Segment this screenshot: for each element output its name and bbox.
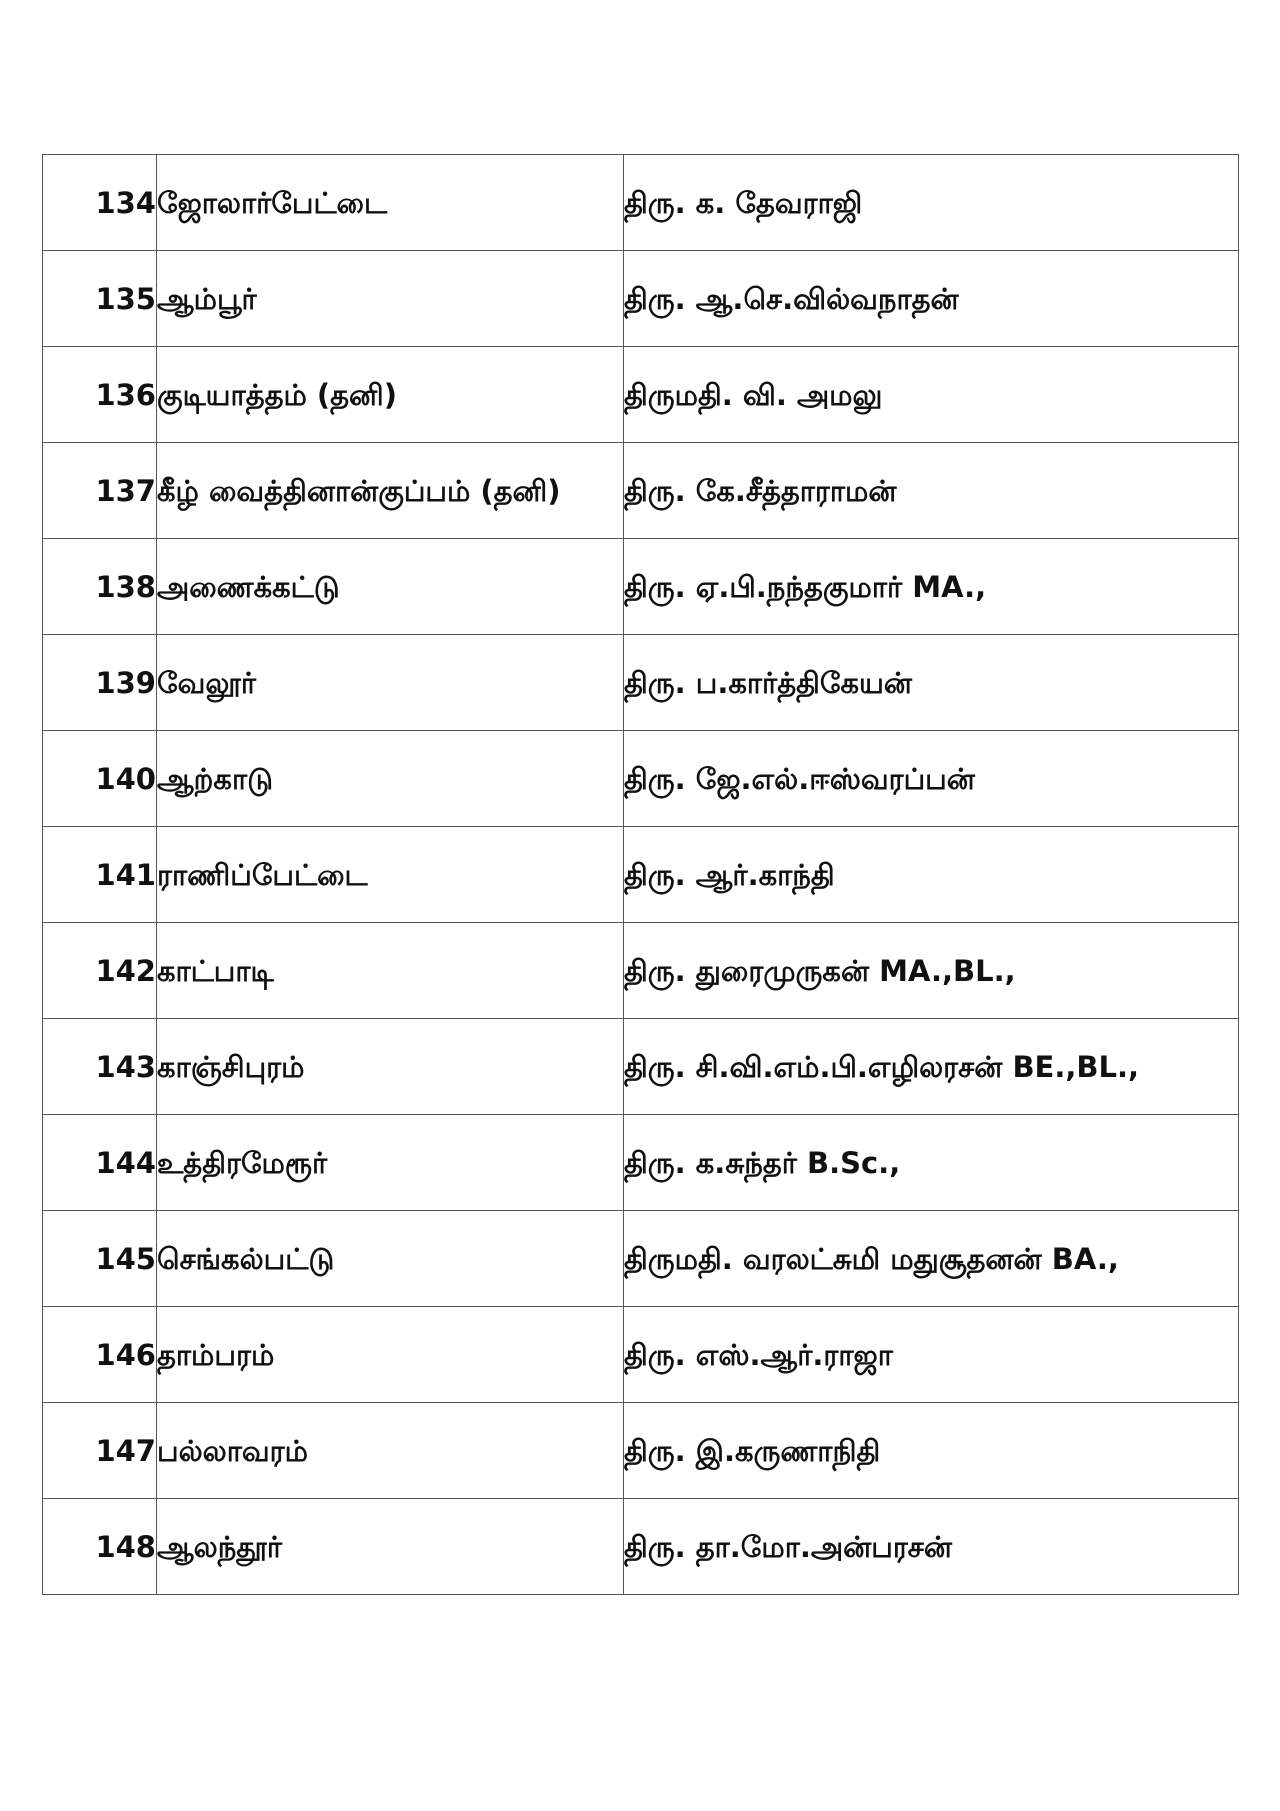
table-row xyxy=(43,539,1239,635)
candidate-name: திரு. சி.வி.எம்.பி.எழிலரசன் BE.,BL., xyxy=(624,1019,1239,1115)
candidate-name: திருமதி. வரலட்சுமி மதுசூதனன் BA., xyxy=(624,1211,1239,1307)
table-row xyxy=(43,155,1239,251)
constituency-name: ஆம்பூர் xyxy=(157,251,624,347)
table-row xyxy=(43,1115,1239,1211)
candidate-table xyxy=(42,154,1239,1595)
candidate-name: திரு. ஆ.செ.வில்வநாதன் xyxy=(624,251,1239,347)
constituency-number: 145 xyxy=(43,1211,157,1307)
candidate-name: திரு. க. தேவராஜி xyxy=(624,155,1239,251)
candidate-name: திரு. கே.சீத்தாராமன் xyxy=(624,443,1239,539)
constituency-number: 141 xyxy=(43,827,157,923)
constituency-name: செங்கல்பட்டு xyxy=(157,1211,624,1307)
table-row xyxy=(43,827,1239,923)
candidate-name: திரு. எஸ்.ஆர்.ராஜா xyxy=(624,1307,1239,1403)
candidate-name: திரு. துரைமுருகன் MA.,BL., xyxy=(624,923,1239,1019)
table-row xyxy=(43,1403,1239,1499)
constituency-number: 148 xyxy=(43,1499,157,1595)
table-row xyxy=(43,347,1239,443)
table-row xyxy=(43,1499,1239,1595)
constituency-name: ஜோலார்பேட்டை xyxy=(157,155,624,251)
constituency-name: வேலூர் xyxy=(157,635,624,731)
constituency-number: 137 xyxy=(43,443,157,539)
table-row xyxy=(43,1307,1239,1403)
candidate-name: திரு. ஆர்.காந்தி xyxy=(624,827,1239,923)
constituency-name: காஞ்சிபுரம் xyxy=(157,1019,624,1115)
candidate-name: திரு. ஜே.எல்.ஈஸ்வரப்பன் xyxy=(624,731,1239,827)
constituency-name: அணைக்கட்டு xyxy=(157,539,624,635)
constituency-name: கீழ் வைத்தினான்குப்பம் (தனி) xyxy=(157,443,624,539)
table-row xyxy=(43,443,1239,539)
constituency-number: 135 xyxy=(43,251,157,347)
constituency-name: ராணிப்பேட்டை xyxy=(157,827,624,923)
constituency-name: தாம்பரம் xyxy=(157,1307,624,1403)
candidate-name: திரு. இ.கருணாநிதி xyxy=(624,1403,1239,1499)
constituency-name: காட்பாடி xyxy=(157,923,624,1019)
constituency-number: 139 xyxy=(43,635,157,731)
constituency-number: 144 xyxy=(43,1115,157,1211)
constituency-name: ஆலந்தூர் xyxy=(157,1499,624,1595)
candidate-name: திரு. தா.மோ.அன்பரசன் xyxy=(624,1499,1239,1595)
candidate-name: திரு. க.சுந்தர் B.Sc., xyxy=(624,1115,1239,1211)
table-row xyxy=(43,923,1239,1019)
candidate-name: திருமதி. வி. அமலு xyxy=(624,347,1239,443)
constituency-name: உத்திரமேரூர் xyxy=(157,1115,624,1211)
candidate-name: திரு. ப.கார்த்திகேயன் xyxy=(624,635,1239,731)
constituency-number: 147 xyxy=(43,1403,157,1499)
constituency-name: ஆற்காடு xyxy=(157,731,624,827)
table-row xyxy=(43,731,1239,827)
constituency-number: 143 xyxy=(43,1019,157,1115)
constituency-number: 136 xyxy=(43,347,157,443)
constituency-name: பல்லாவரம் xyxy=(157,1403,624,1499)
table-row xyxy=(43,1019,1239,1115)
table-row xyxy=(43,1211,1239,1307)
constituency-number: 134 xyxy=(43,155,157,251)
constituency-number: 146 xyxy=(43,1307,157,1403)
constituency-number: 138 xyxy=(43,539,157,635)
candidate-table-body xyxy=(43,155,1239,1595)
constituency-name: குடியாத்தம் (தனி) xyxy=(157,347,624,443)
table-row xyxy=(43,635,1239,731)
constituency-number: 142 xyxy=(43,923,157,1019)
candidate-name: திரு. ஏ.பி.நந்தகுமார் MA., xyxy=(624,539,1239,635)
constituency-number: 140 xyxy=(43,731,157,827)
table-row xyxy=(43,251,1239,347)
